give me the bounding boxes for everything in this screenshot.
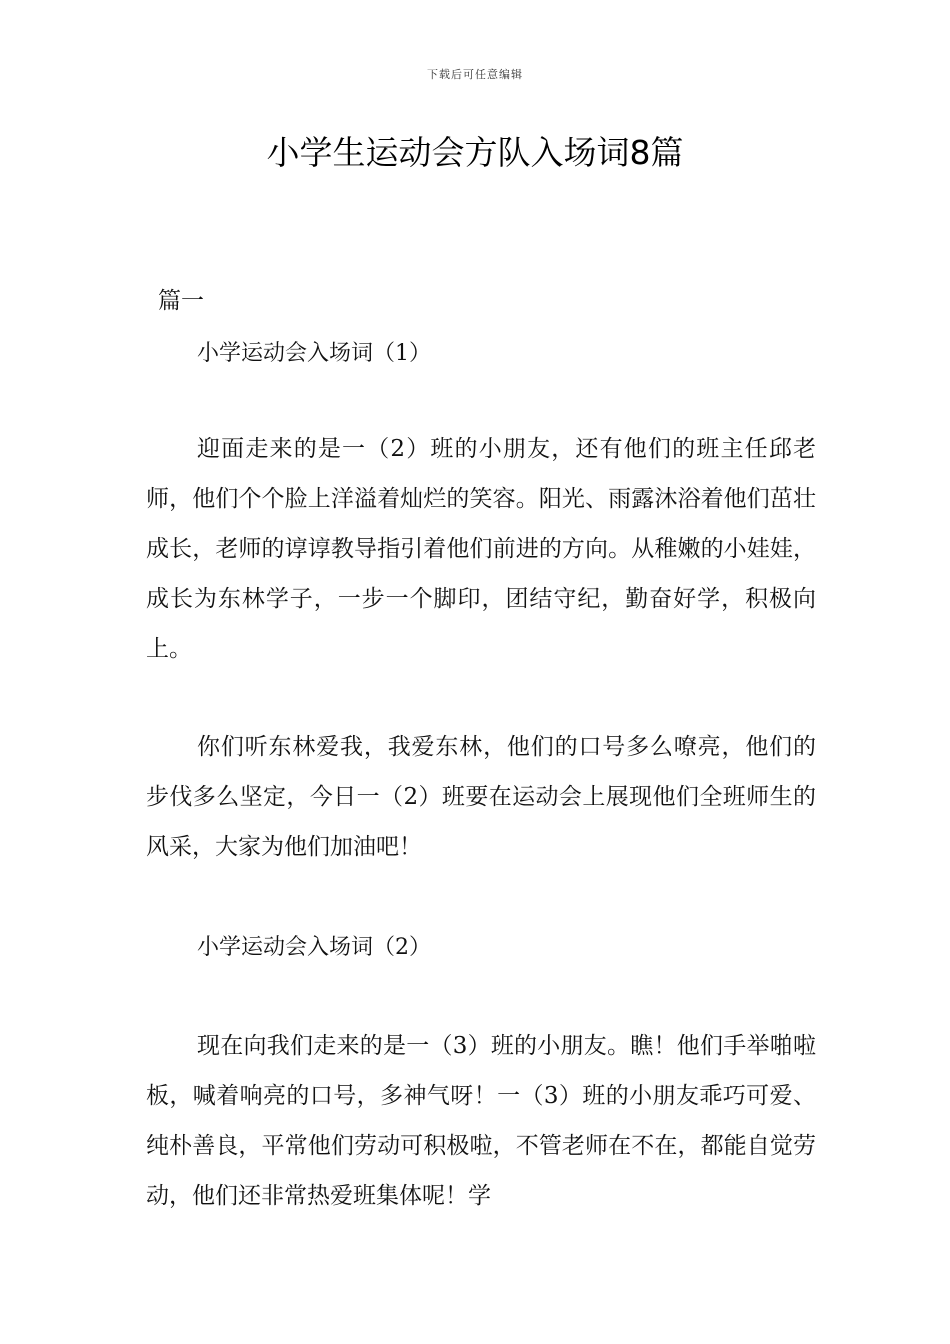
document-title: 小学生运动会方队入场词8篇 bbox=[266, 133, 684, 172]
paragraph-3: 现在向我们走来的是一（3）班的小朋友。瞧！他们手举啪啦板，喊着响亮的口号，多神气呀！一（3）班的小朋友乖巧可爱、纯朴善良，平常他们劳动可积极啦，不管老师在不在，都能自觉劳动，他们还非常热爱班集体呢！学 bbox=[146, 1033, 816, 1209]
subheading-1: 小学运动会入场词（1） bbox=[197, 341, 431, 366]
subheading-2: 小学运动会入场词（2） bbox=[197, 935, 431, 960]
paragraph-2: 你们听东林爱我，我爱东林，他们的口号多么嘹亮，他们的步伐多么坚定，今日一（2）班要在运动会上展现他们全班师生的风采，大家为他们加油吧！ bbox=[146, 734, 816, 860]
paragraph-1: 迎面走来的是一（2）班的小朋友，还有他们的班主任邱老师，他们个个脸上洋溢着灿烂的笑容。阳光、雨露沐浴着他们茁壮成长，老师的谆谆教导指引着他们前进的方向。从稚嫩的小娃娃，成长为东林学子，一步一个脚印，团结守纪，勤奋好学，积极向上。 bbox=[146, 436, 816, 662]
header-note: 下载后可任意编辑 bbox=[427, 68, 523, 81]
section-label: 篇一 bbox=[158, 288, 204, 314]
